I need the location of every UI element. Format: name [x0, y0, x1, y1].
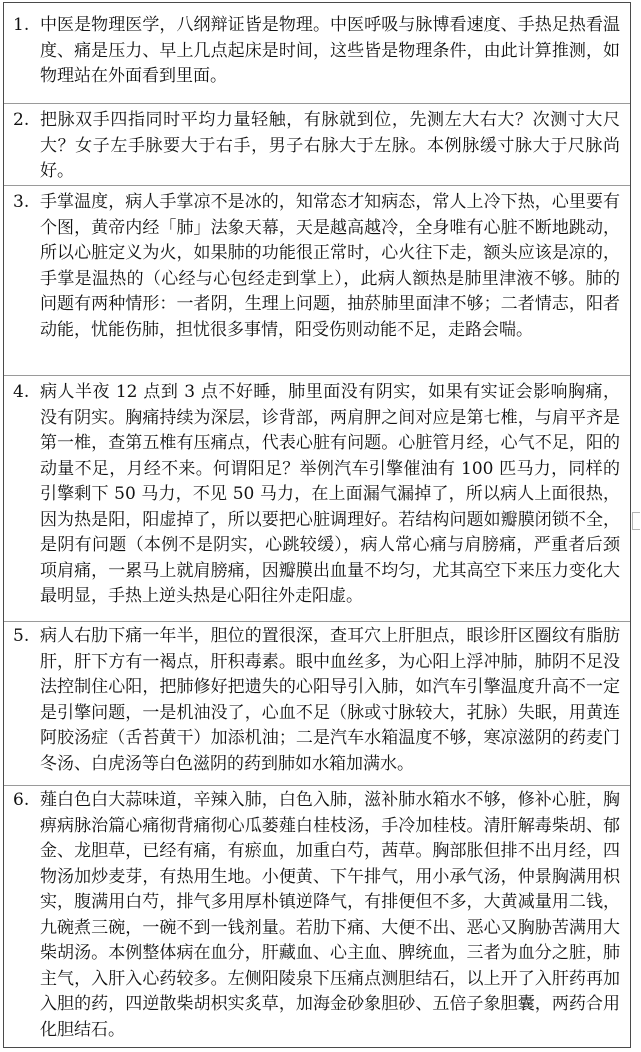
item-text: 手掌温度，病人手掌凉不是冰的，知常态才知病态，常人上冷下热，心里要有个图，黄帝内经「肺」法象天幕，天是越高越冷，全身唯有心脏不断地跳动，所以心脏定义为火，如果肺的功能很正常时，心火往下走，额头应该是凉的，手掌是温热的（心经与心包经走到掌上），此病人额热是肺里津液不够。肺的问题有两种情形：一者阴，生理上问题，抽菸肺里面津不够；二者情志，阳者动能，忧能伤肺，担忧很多事情，阳受伤则动能不足，走路会喘。: [40, 192, 620, 340]
item-number: 3.: [13, 192, 30, 212]
numbered-list-table: [3, 2, 631, 1048]
list-item: [4, 3, 630, 86]
list-item: [4, 375, 630, 621]
item-number: 4.: [13, 382, 30, 402]
item-text: 薤白色白大蒜味道，辛辣入肺，白色入肺，滋补肺水箱水不够，修补心脏，胸痹病脉治篇心痛彻背痛彻心瓜蒌薤白桂枝汤，手冷加桂枝。清肝解毒柴胡、郁金、龙胆草，已经有痛，有瘀血，加重白芍，茜草。胸部胀但排不出月经，四物汤加炒麦芽，有热用生地。小便黄、下午排气，用小承气汤，仲景胸满用枳实，腹满用白芍，排气多用厚朴镇逆降气，有排便但不多，大黄减量用二钱，九碗煮三碗，一碗不到一钱剂量。若肋下痛、大便不出、恶心又胸胁苦满用大柴胡汤。本例整体病在血分，肝藏血、心主血、脾统血，三者为血分之脏，肺主气，入肝入心药较多。左侧阳陵泉下压痛点测胆结石，以上开了入肝药再加入胆的药，四逆散柴胡枳实炙草，加海金砂象胆砂、五倍子象胆囊，两药合用化胆结石。: [40, 790, 620, 1040]
item-text: 把脉双手四指同时平均力量轻触，有脉就到位，先测左大右大？次测寸大尺大？女子左手脉要大于右手，男子右脉大于左脉。本例脉缓寸脉大于尺脉尚好。: [40, 110, 620, 181]
item-number: 6.: [13, 790, 30, 810]
page-edge-marker: [632, 512, 640, 530]
item-text: 病人右肋下痛一年半，胆位的置很深，查耳穴上肝胆点，眼诊肝区圈纹有脂肪肝，肝下方有一褐点，肝积毒素。眼中血丝多，为心阳上浮冲肺，肺阴不足没法控制住心阳，把肺修好把遗失的心阳导引入肺，如汽车引擎温度升高不一定是引擎问题，一是机油没了，心血不足（脉或寸脉较大，芤脉）失眠，用黄连阿胶汤症（舌苔黄干）加添机油；二是汽车水箱温度不够，寒凉滋阴的药麦门冬汤、白虎汤等白色滋阴的药到肺如水箱加满水。: [40, 626, 620, 774]
list-item: [4, 785, 630, 1047]
item-number: 5.: [13, 626, 30, 646]
item-number: 1.: [13, 15, 30, 35]
list-item: [4, 185, 630, 375]
item-text: 病人半夜 12 点到 3 点不好睡，肺里面没有阴实，如果有实证会影响胸痛，没有阴实。胸痛持续为深层，诊背部，两肩胛之间对应是第七椎，与肩平齐是第一椎，查第五椎有压痛点，代表心脏有问题。心脏管月经，心气不足，阳的动量不足，月经不来。何谓阳足？举例汽车引擎催油有 100 匹马力，同样的引擎剩下 50 马力，不见 50 马力，在上面漏气漏掉了，所以病人上面很热，因为热是阳，阳虚掉了，所以要把心脏调理好。若结构问题如瓣膜闭锁不全，是阴有问题（本例不是阴实，心跳较缓），病人常心痛与肩膀痛，严重者后颈项肩痛，一累马上就肩膀痛，因瓣膜出血量不均匀，尤其高空下来压力变化大最明显，手热上逆头热是心阳往外走阳虚。: [40, 382, 620, 606]
item-text: 中医是物理医学，八纲辩证皆是物理。中医呼吸与脉博看速度、手热足热看温度、痛是压力、早上几点起床是时间，这些皆是物理条件，由此计算推测，如物理站在外面看到里面。: [40, 15, 620, 86]
item-number: 2.: [13, 110, 30, 130]
list-item: [4, 103, 630, 183]
list-item: [4, 621, 630, 785]
